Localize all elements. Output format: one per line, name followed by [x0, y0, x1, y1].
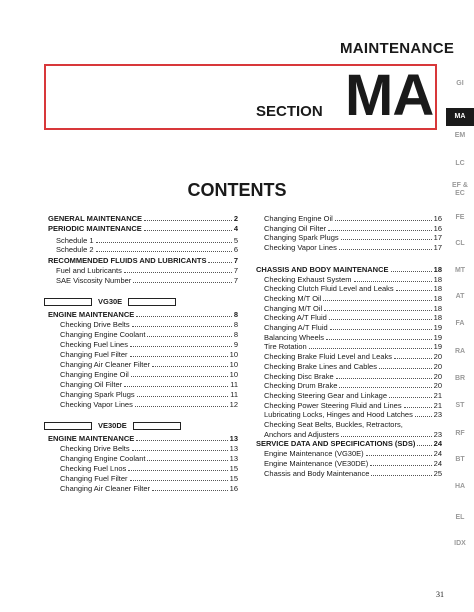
- toc-entry-title: RECOMMENDED FLUIDS AND LUBRICANTS: [48, 256, 207, 265]
- toc-entry: [48, 214, 238, 223]
- toc-entry-title: ENGINE MAINTENANCE: [48, 310, 135, 319]
- toc-entry-page: 10: [229, 350, 238, 359]
- toc-entry-page: 23: [433, 430, 442, 439]
- toc-entry: [256, 439, 442, 448]
- toc-entry-page: 19: [433, 323, 442, 332]
- toc-entry-page: 2: [233, 214, 238, 223]
- toc-leader-dots: [96, 251, 232, 252]
- toc-entry: [264, 449, 442, 458]
- side-tab-el[interactable]: EL: [455, 514, 465, 521]
- side-tab-efec[interactable]: EF & EC: [452, 182, 468, 197]
- toc-entry-title: SAE Viscosity Number: [56, 276, 132, 285]
- toc-entry-page: 18: [433, 313, 442, 322]
- toc-entry: [56, 245, 238, 254]
- toc-entry: [264, 294, 442, 303]
- toc-entry-page: 4: [233, 224, 238, 233]
- toc-entry: [60, 350, 238, 359]
- toc-entry-title: Changing Air Cleaner Filter: [60, 360, 151, 369]
- toc-entry-title: Checking Brake Fluid Level and Leaks: [264, 352, 392, 361]
- toc-entry: [264, 224, 442, 233]
- toc-entry: [264, 333, 442, 342]
- toc-entry-page: 10: [229, 370, 238, 379]
- side-tab-ra[interactable]: RA: [454, 348, 466, 355]
- toc-entry-title: Checking Exhaust System: [264, 275, 352, 284]
- toc-entry: [60, 330, 238, 339]
- toc-leader-dots: [328, 230, 432, 231]
- toc-entry-page: 16: [229, 484, 238, 493]
- toc-entry: [60, 444, 238, 453]
- toc-entry-title: Checking Steering Gear and Linkage: [264, 391, 387, 400]
- toc-leader-dots: [339, 387, 431, 388]
- toc-entry-title: GENERAL MAINTENANCE: [48, 214, 143, 223]
- toc-entry-page: 11: [230, 380, 238, 389]
- header-title: MAINTENANCE: [340, 40, 455, 57]
- section-code: MA: [345, 63, 434, 128]
- toc-entry-page: 16: [433, 224, 442, 233]
- section-word: SECTION: [256, 103, 323, 120]
- toc-leader-dots: [147, 460, 227, 461]
- toc-entry: [60, 464, 238, 473]
- toc-entry: [264, 469, 442, 478]
- toc-leader-dots: [137, 396, 229, 397]
- toc-entry-title: Chassis and Body Maintenance: [264, 469, 370, 478]
- toc-entry-title: Anchors and Adjusters: [264, 430, 340, 439]
- toc-entry-title: Changing Engine Oil: [60, 370, 129, 379]
- toc-entry: [56, 276, 238, 285]
- side-tab-gi[interactable]: GI: [456, 80, 464, 87]
- toc-entry-title: SERVICE DATA AND SPECIFICATIONS (SDS): [256, 439, 416, 448]
- toc-leader-dots: [329, 319, 432, 320]
- toc-leader-dots: [130, 356, 228, 357]
- toc-leader-dots: [404, 407, 432, 408]
- toc-entry: [48, 224, 238, 233]
- toc-leader-dots: [130, 480, 228, 481]
- toc-entry-title: Changing Spark Plugs: [60, 390, 135, 399]
- engine-divider-vg30e: [44, 297, 176, 306]
- toc-entry-page: 8: [233, 310, 238, 319]
- engine-divider-frame: [44, 422, 92, 430]
- toc-entry-page: 20: [433, 352, 442, 361]
- toc-leader-dots: [417, 445, 431, 446]
- toc-entry: [60, 360, 238, 369]
- toc-entry: [264, 275, 442, 284]
- toc-entry-page: 13: [229, 454, 238, 463]
- toc-leader-dots: [124, 272, 232, 273]
- side-tab-em[interactable]: EM: [454, 132, 466, 139]
- toc-entry-title: Checking Disc Brake: [264, 372, 334, 381]
- toc-entry-page: 8: [233, 320, 238, 329]
- toc-leader-dots: [132, 450, 228, 451]
- side-tab-bt[interactable]: BT: [455, 456, 465, 463]
- toc-leader-dots: [341, 436, 432, 437]
- toc-entry: [264, 342, 442, 351]
- toc-leader-dots: [339, 249, 432, 250]
- toc-entry-page: 17: [433, 233, 442, 242]
- toc-leader-dots: [371, 475, 431, 476]
- toc-entry-title: CHASSIS AND BODY MAINTENANCE: [256, 265, 389, 274]
- toc-leader-dots: [379, 368, 432, 369]
- toc-leader-dots: [133, 282, 232, 283]
- toc-entry-page: 9: [233, 340, 238, 349]
- toc-leader-dots: [396, 290, 432, 291]
- toc-entry-page: 18: [433, 265, 442, 274]
- toc-entry-title: Changing Fuel Filter: [60, 474, 128, 483]
- toc-entry-page: 20: [433, 362, 442, 371]
- toc-leader-dots: [144, 220, 232, 221]
- toc-entry-title: Changing Fuel Filter: [60, 350, 128, 359]
- toc-entry: [264, 304, 442, 313]
- toc-leader-dots: [131, 376, 228, 377]
- toc-entry-title: Changing Oil Filter: [60, 380, 123, 389]
- toc-entry: [48, 310, 238, 319]
- side-tab-st[interactable]: ST: [455, 402, 465, 409]
- toc-entry: [256, 265, 442, 274]
- toc-entry-title: Tire Rotation: [264, 342, 307, 351]
- toc-leader-dots: [135, 406, 228, 407]
- toc-entry-title: Fuel and Lubricants: [56, 266, 122, 275]
- side-tab-idx[interactable]: IDX: [454, 540, 466, 547]
- toc-entry-page: 24: [433, 459, 442, 468]
- toc-entry: [60, 380, 238, 389]
- toc-leader-dots: [323, 300, 431, 301]
- toc-leader-dots: [336, 378, 432, 379]
- toc-entry: [48, 256, 238, 265]
- toc-entry: [264, 420, 442, 429]
- toc-entry: [264, 410, 442, 419]
- toc-leader-dots: [394, 358, 432, 359]
- toc-entry: [264, 323, 442, 332]
- toc-entry-title: Changing Spark Plugs: [264, 233, 339, 242]
- toc-entry: [48, 434, 238, 443]
- toc-entry: [264, 459, 442, 468]
- toc-leader-dots: [124, 386, 228, 387]
- toc-entry: [60, 454, 238, 463]
- toc-entry-page: 24: [433, 439, 442, 448]
- engine-divider-label: VE30DE: [98, 421, 127, 430]
- toc-leader-dots: [152, 366, 228, 367]
- toc-entry-title: Checking Drive Belts: [60, 444, 130, 453]
- toc-entry-page: 7: [233, 266, 238, 275]
- toc-leader-dots: [152, 490, 228, 491]
- toc-leader-dots: [130, 346, 232, 347]
- toc-entry-page: 19: [433, 333, 442, 342]
- toc-entry: [264, 352, 442, 361]
- toc-entry-title: Checking Power Steering Fluid and Lines: [264, 401, 402, 410]
- toc-entry-title: ENGINE MAINTENANCE: [48, 434, 135, 443]
- toc-leader-dots: [354, 281, 432, 282]
- toc-entry-title: Changing Engine Coolant: [60, 330, 146, 339]
- side-tab-at[interactable]: AT: [455, 293, 465, 300]
- toc-entry-title: Changing Engine Oil: [264, 214, 333, 223]
- toc-entry: [60, 474, 238, 483]
- toc-entry: [264, 313, 442, 322]
- section-tabs: [446, 70, 474, 547]
- toc-entry: [264, 284, 442, 293]
- toc-entry-title: Engine Maintenance (VG30E): [264, 449, 364, 458]
- side-tab-ma[interactable]: MA: [446, 108, 474, 126]
- toc-entry-page: 10: [229, 360, 238, 369]
- toc-entry-page: 18: [433, 304, 442, 313]
- side-tab-fe[interactable]: FE: [455, 214, 465, 221]
- toc-leader-dots: [96, 242, 232, 243]
- toc-entry-page: 13: [229, 444, 238, 453]
- toc-entry-page: 20: [433, 381, 442, 390]
- toc-entry-page: 15: [229, 474, 238, 483]
- toc-entry-title: Checking Drive Belts: [60, 320, 130, 329]
- engine-divider-label: VG30E: [98, 297, 123, 306]
- toc-leader-dots: [330, 329, 432, 330]
- toc-entry-title: Changing Air Cleaner Filter: [60, 484, 151, 493]
- toc-entry: [264, 372, 442, 381]
- toc-entry-title: Checking Brake Lines and Cables: [264, 362, 377, 371]
- toc-entry: [60, 370, 238, 379]
- toc-entry-page: 15: [229, 464, 238, 473]
- toc-leader-dots: [324, 310, 431, 311]
- toc-leader-dots: [136, 316, 232, 317]
- toc-entry: [60, 484, 238, 493]
- toc-entry-page: 18: [433, 294, 442, 303]
- engine-divider-frame: [128, 298, 176, 306]
- toc-leader-dots: [415, 416, 432, 417]
- toc-entry-page: 23: [433, 410, 442, 419]
- toc-entry: [60, 320, 238, 329]
- toc-entry-title: Checking Vapor Lines: [264, 243, 337, 252]
- toc-entry-title: Balancing Wheels: [264, 333, 325, 342]
- toc-entry-title: Checking Drum Brake: [264, 381, 338, 390]
- side-tab-ha[interactable]: HA: [454, 483, 466, 490]
- toc-entry-page: 19: [433, 342, 442, 351]
- toc-entry-page: 7: [233, 256, 238, 265]
- toc-entry: [56, 266, 238, 275]
- toc-entry: [60, 340, 238, 349]
- toc-leader-dots: [132, 326, 232, 327]
- toc-entry-page: 21: [433, 401, 442, 410]
- toc-entry: [264, 233, 442, 242]
- toc-entry: [60, 400, 238, 409]
- toc-entry-page: 7: [233, 276, 238, 285]
- toc-leader-dots: [136, 440, 227, 441]
- toc-leader-dots: [128, 470, 227, 471]
- toc-entry-page: 11: [230, 390, 238, 399]
- engine-divider-frame: [133, 422, 181, 430]
- toc-entry-title: Checking Vapor Lines: [60, 400, 133, 409]
- toc-leader-dots: [370, 465, 431, 466]
- toc-entry: [56, 236, 238, 245]
- toc-leader-dots: [326, 339, 432, 340]
- toc-entry-title: Lubricating Locks, Hinges and Hood Latches: [264, 410, 413, 419]
- toc-leader-dots: [144, 230, 232, 231]
- toc-leader-dots: [208, 262, 231, 263]
- toc-entry: [264, 243, 442, 252]
- page-number: 31: [436, 590, 444, 599]
- toc-entry-page: 5: [233, 236, 238, 245]
- toc-entry: [264, 214, 442, 223]
- toc-entry-title: Schedule 2: [56, 245, 94, 254]
- toc-entry-page: 16: [433, 214, 442, 223]
- toc-entry-title: Checking Clutch Fluid Level and Leaks: [264, 284, 394, 293]
- toc-leader-dots: [389, 397, 432, 398]
- toc-entry-page: 24: [433, 449, 442, 458]
- toc-entry-title: Changing Engine Coolant: [60, 454, 146, 463]
- engine-divider-frame: [44, 298, 92, 306]
- toc-entry-title: Checking A/T Fluid: [264, 313, 327, 322]
- engine-divider-ve30de: [44, 421, 181, 430]
- toc-entry-title: Changing Oil Filter: [264, 224, 327, 233]
- toc-entry-title: PERIODIC MAINTENANCE: [48, 224, 142, 233]
- side-tab-lc[interactable]: LC: [455, 160, 465, 167]
- toc-entry-page: 6: [233, 245, 238, 254]
- toc-entry-title: Checking Fuel Lnos: [60, 464, 127, 473]
- toc-leader-dots: [341, 239, 432, 240]
- toc-entry: [264, 362, 442, 371]
- toc-entry: [60, 390, 238, 399]
- toc-entry-title: Changing M/T Oil: [264, 304, 323, 313]
- toc-entry-page: 21: [433, 391, 442, 400]
- toc-entry: [264, 381, 442, 390]
- side-tab-fa[interactable]: FA: [455, 320, 465, 327]
- toc-entry-title: Engine Maintenance (VE30DE): [264, 459, 369, 468]
- toc-entry: [264, 401, 442, 410]
- toc-entry-title: Schedule 1: [56, 236, 94, 245]
- toc-leader-dots: [366, 455, 432, 456]
- toc-entry-page: 20: [433, 372, 442, 381]
- toc-entry-page: 18: [433, 275, 442, 284]
- toc-entry: [264, 430, 442, 439]
- side-tab-mt[interactable]: MT: [454, 267, 466, 274]
- toc-entry-page: 17: [433, 243, 442, 252]
- toc-leader-dots: [391, 271, 432, 272]
- toc-leader-dots: [309, 348, 432, 349]
- side-tab-br[interactable]: BR: [454, 375, 466, 382]
- toc-leader-dots: [335, 220, 432, 221]
- toc-entry-page: 18: [433, 284, 442, 293]
- toc-entry-title: Checking Seat Belts, Buckles, Retractors,: [264, 420, 403, 429]
- toc-entry-page: 13: [229, 434, 238, 443]
- side-tab-cl[interactable]: CL: [455, 240, 465, 247]
- toc-entry-title: Checking Fuel Lines: [60, 340, 128, 349]
- toc-entry-title: Changing A/T Fluid: [264, 323, 328, 332]
- toc-entry-title: Checking M/T Oil: [264, 294, 322, 303]
- toc-entry: [264, 391, 442, 400]
- toc-entry-page: 25: [433, 469, 442, 478]
- contents-title: CONTENTS: [187, 180, 287, 200]
- side-tab-rf[interactable]: RF: [455, 430, 465, 437]
- toc-entry-page: 12: [229, 400, 238, 409]
- toc-entry-page: 8: [233, 330, 238, 339]
- toc-leader-dots: [147, 336, 231, 337]
